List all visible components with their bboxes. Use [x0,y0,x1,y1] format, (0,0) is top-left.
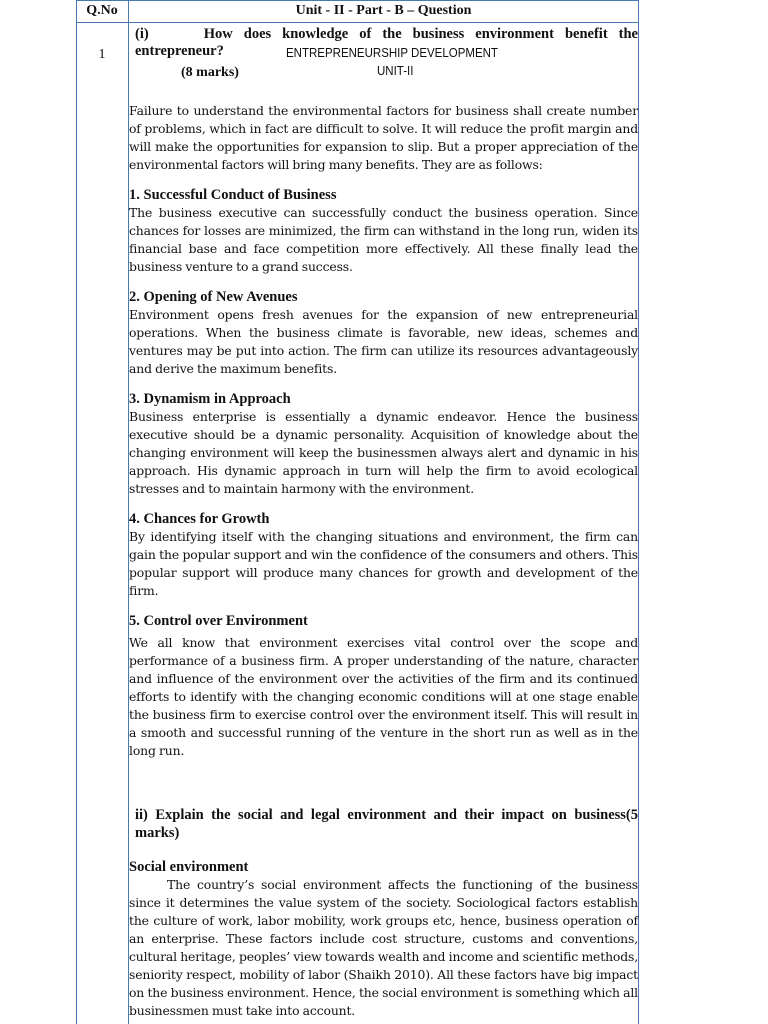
intro-paragraph: Failure to understand the environmental factors for business shall create number of problems, which in fact are difficult to solve. It will reduce the profit margin and will make the opportunities for expansion to slip. But a proper appreciation of the environmental factors will bring many benefits. They are as follows: [129,103,638,172]
table-header-divider [76,22,639,23]
qno-header: Q.No [86,3,118,18]
section-body: Business enterprise is essentially a dynamic endeavor. Hence the business executive should be a dynamic personality. Acquisition of knowledge about the changing environment will keep the businessmen always alert and dynamic in his approach. His dynamic approach in turn will help the firm to avoid ecological stresses and to maintain harmony with the environment. [129,409,638,496]
answer-content [129,102,638,1020]
question-number: 1 [98,47,106,62]
table-top-border [76,0,639,1]
question-2-text: ii) Explain the social and legal environment and their impact on business(5 marks) [135,807,638,841]
table-title: Unit - II - Part - B – Question [295,3,472,18]
table-border-right [638,0,639,1024]
table-border-left [76,0,77,1024]
social-environment-body: The country’s social environment affects the functioning of the business since it determines the value system of the society. Sociological factors establish the culture of work, labor mobility, work groups etc, hence, business operation of an enterprise. These factors include cost structure, customs and conventions, cultural heritage, peoples’ view towards wealth and income and scientific methods, seniority respect, mobility of labor (Shaikh 2010). All these factors have big impact on the business environment. Hence, the social environment is something which all businessmen must take into account. [129,877,638,1018]
section-body: The business executive can successfully conduct the business operation. Since chances for losses are minimized, the firm can withstand in the long run, widen its financial base and face competition more effectively. All these finally lead the business venture to a grand success. [129,205,638,274]
social-environment-heading: Social environment [129,859,249,875]
section-heading: 3. Dynamism in Approach [129,391,291,407]
section-body: Environment opens fresh avenues for the expansion of new entrepreneurial operations. When the business climate is favorable, new ideas, schemes and ventures may be put into action. The firm can utilize its resources advantageously and derive the maximum benefits. [129,307,638,376]
question-1-text: (i) How does knowledge of the business environment benefit the entrepreneur? [135,26,638,59]
section-heading: 5. Control over Environment [129,613,308,629]
section-heading: 1. Successful Conduct of Business [129,187,337,203]
unit-label: UNIT-II [377,64,414,78]
section-body: We all know that environment exercises vital control over the scope and performance of a business firm. A proper understanding of the nature, character and influence of the environment over the activities of the firm and its continued efforts to identify with the changing economic conditions will at one stage enable the business firm to exercise control over the environment itself. This will result in a smooth and successful running of the venture in the short run as well as in the long run. [129,635,638,758]
section-heading: 4. Chances for Growth [129,511,270,527]
course-title: ENTREPRENEURSHIP DEVELOPMENT [286,46,498,60]
question-1-marks: (8 marks) [181,65,239,80]
section-body: By identifying itself with the changing situations and environment, the firm can gain the popular support and win the confidence of the consumers and others. This popular support will produce many chances for growth and development of the firm. [129,529,638,598]
section-heading: 2. Opening of New Avenues [129,289,298,305]
